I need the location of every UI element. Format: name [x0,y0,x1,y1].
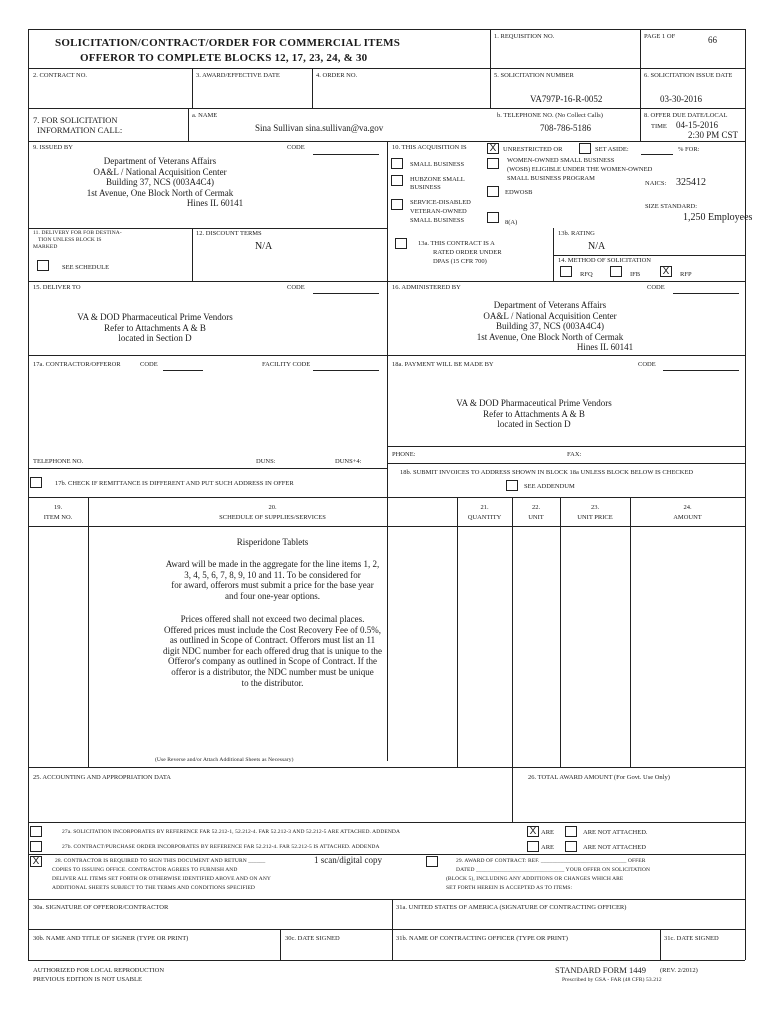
block18a-code-label: CODE [638,361,656,368]
duns4-label: DUNS+4: [335,458,362,465]
rule [630,497,631,767]
rule [28,822,745,823]
rule [28,228,387,229]
col24-number: 24. [683,504,692,511]
payment-line: located in Section D [497,419,571,430]
rule [28,68,745,69]
col21-number: 21. [480,504,489,511]
unrestricted-label: UNRESTRICTED OR [503,146,563,153]
addenda-are-not-checkbox[interactable] [565,826,577,837]
block31b-label: 31b. NAME OF CONTRACTING OFFICER (TYPE OR PRINT) [396,935,568,942]
block16-code-label: CODE [647,284,665,291]
rule [457,497,458,767]
col24-header: AMOUNT [673,514,702,521]
issued-by-line: 1st Avenue, One Block North of Cermak [86,187,234,198]
block3-label: 3. AWARD/EFFECTIVE DATE [196,72,280,79]
rule [188,108,189,141]
schedule-line: for award, offerors must submit a price for the base year [171,580,374,591]
code-underline [673,293,739,294]
rule [192,228,193,281]
reverse-note: (Use Reverse and/or Attach Additional Sheets as Necessary) [155,757,294,763]
ifb-checkbox[interactable] [610,266,622,277]
contact-name[interactable]: Sina Sullivan sina.sullivan@va.gov [255,123,384,133]
rule [28,526,745,527]
rule [490,29,491,108]
page-total: 66 [708,35,717,45]
rule [28,899,745,900]
rfp-label: RFP [680,271,692,278]
wosb-label: WOMEN-OWNED SMALL BUSINESS [507,157,615,164]
rule [280,929,281,960]
rule [28,767,745,768]
form-subtitle: OFFEROR TO COMPLETE BLOCKS 12, 17, 23, 24, & 30 [80,52,368,64]
rfq-label: RFQ [580,271,593,278]
block4-label: 4. ORDER NO. [316,72,358,79]
issued-by-line: OA&L / National Acquisition Center [93,166,227,177]
edwosb-checkbox[interactable] [487,186,499,197]
block2-label: 2. CONTRACT NO. [33,72,88,79]
block28-label: 28. CONTRACTOR IS REQUIRED TO SIGN THIS DOCUMENT AND RETURN ______ [55,858,266,864]
duns-label: DUNS: [256,458,276,465]
schedule-heading: Risperidone Tablets [236,537,309,547]
sdvosb-checkbox[interactable] [391,199,403,210]
naics-value[interactable]: 325412 [676,177,706,188]
rule [387,446,745,447]
return-copies[interactable]: 1 scan/digital copy [314,855,382,865]
col21-header: QUANTITY [467,514,502,521]
rule [553,255,745,256]
see-addendum-label: SEE ADDENDUM [524,483,575,490]
page-label: PAGE 1 OF [644,33,676,40]
code-underline [313,370,379,371]
col23-header: UNIT PRICE [577,514,613,521]
deliver-to-line: Refer to Attachments A & B [104,322,206,333]
schedule-line: to the distributor. [241,677,304,688]
block9-code-label: CODE [287,144,305,151]
col20-header: SCHEDULE OF SUPPLIES/SERVICES [219,514,326,521]
code-underline [663,370,739,371]
eight-a-checkbox[interactable] [487,212,499,223]
issued-by-address [60,156,260,209]
col23-number: 23. [590,504,600,511]
block13a-label: RATED ORDER UNDER [433,249,502,256]
rating-value[interactable]: N/A [588,241,606,252]
block18a-label: 18a. PAYMENT WILL BE MADE BY [392,361,494,368]
form-title: SOLICITATION/CONTRACT/ORDER FOR COMMERCIAL ITEMS [55,37,401,49]
administered-by-line: Building 37, NCS (003A4C4) [495,321,604,332]
addenda-are-not-label: ARE NOT ATTACHED. [583,829,648,836]
schedule-line: Award will be made in the aggregate for the line items 1, 2, [165,559,380,569]
col20-number: 20. [268,504,277,511]
addenda-are-label: ARE [541,829,554,836]
addenda-are-checkbox-b[interactable] [527,841,539,852]
set-aside-checkbox[interactable] [579,143,591,154]
issued-by-line: Building 37, NCS (003A4C4) [105,177,214,188]
sdvosb-label: VETERAN-OWNED [410,208,467,215]
block11-label: MARKED [33,244,58,250]
block13a-label: DPAS (15 CFR 700) [433,258,487,265]
rule [312,68,313,108]
payment-line: VA & DOD Pharmaceutical Prime Vendors [456,398,612,408]
hubzone-label: HUBZONE SMALL [410,176,465,183]
small-business-checkbox[interactable] [391,158,403,169]
block7a-label: a. NAME [192,112,218,119]
schedule-paragraph-prices [100,614,445,688]
fax-label: FAX: [567,451,582,458]
block11-label: TION UNLESS BLOCK IS [38,237,102,243]
deliver-to-line: located in Section D [118,333,192,344]
code-underline [163,370,203,371]
block15-code-label: CODE [287,284,305,291]
schedule-line: Offered prices must include the Cost Recovery Fee of 0.5%, [163,624,382,635]
block17a-label: 17a. CONTRACTOR/OFFEROR [33,361,121,368]
block29-label: DATED _______________________________ YOUR OFFER ON SOLICITATION [456,867,651,873]
rule [28,468,387,469]
rule [28,960,745,961]
block17a-code-label: CODE [140,361,158,368]
standard-form-prescribed: Prescribed by GSA - FAR (48 CFR) 53.212 [562,977,662,983]
payment-address [434,398,634,430]
block15-label: 15. DELIVER TO [33,284,81,291]
deliver-to-address [55,312,255,344]
rfp-checkbox[interactable]: X [660,266,672,277]
rated-order-checkbox[interactable] [395,238,407,249]
set-aside-label: SET ASIDE: [595,146,629,153]
block18b-label: 18b. SUBMIT INVOICES TO ADDRESS SHOWN IN BLOCK 18a UNLESS BLOCK BELOW IS CHECKED [400,469,694,476]
rule [512,497,513,822]
block17b-label: 17b. CHECK IF REMITTANCE IS DIFFERENT AND PUT SUCH ADDRESS IN OFFER [55,480,294,487]
see-schedule-label: SEE SCHEDULE [62,264,110,271]
sdvosb-label: SMALL BUSINESS [410,217,465,224]
col19-number: 19. [53,504,63,511]
block28-label: DELIVER ALL ITEMS SET FORTH OR OTHERWISE IDENTIFIED ABOVE AND ON ANY [52,876,271,882]
block29-checkbox[interactable] [426,856,438,867]
block30a-label: 30a. SIGNATURE OF OFFEROR/CONTRACTOR [33,904,169,911]
schedule-paragraph-award [100,559,445,601]
schedule-line: as outlined in Scope of Contract. Offerors must list an 11 [169,635,376,646]
size-standard-label: SIZE STANDARD: [645,203,698,210]
telephone-label: TELEPHONE NO. [33,458,84,465]
block1-label: 1. REQUISITION NO. [494,33,555,40]
block9-label: 9. ISSUED BY [33,144,73,151]
rule [192,68,193,108]
block29-label: (BLOCK 5), INCLUDING ANY ADDITIONS OR CHANGES WHICH ARE [446,876,624,882]
rule [560,497,561,767]
block28-label: ADDITIONAL SHEETS SUBJECT TO THE TERMS AND CONDITIONS SPECIFIED [52,885,255,891]
pct-underline [641,154,673,155]
offer-due-date[interactable]: 04-15-2016 [676,120,718,130]
block27b-label: 27b. CONTRACT/PURCHASE ORDER INCORPORATES BY REFERENCE FAR 52.212-4. FAR 52.212-5 IS ATTACHED. ADDENDA [62,844,380,850]
rule [28,929,745,930]
administered-by-line: 1st Avenue, One Block North of Cermak [476,331,624,342]
issue-date[interactable]: 03-30-2016 [660,94,702,104]
sdvosb-label: SERVICE-DISABLED [410,199,471,206]
addenda-are-label-b: ARE [541,844,554,851]
code-underline [313,293,379,294]
schedule-line: digit NDC number for each offered drug that is unique to the [162,645,383,656]
col22-number: 22. [531,504,541,511]
ifb-label: IFB [630,271,641,278]
block26-label: 26. TOTAL AWARD AMOUNT (For Govt. Use Only) [528,774,670,781]
wosb-label: (WOSB) ELIGIBLE UNDER THE WOMEN-OWNED [507,166,653,173]
schedule-line: offeror is a distributor, the NDC number must be unique [171,667,374,678]
naics-label: NAICS: [645,180,667,187]
discount-terms[interactable]: N/A [255,241,273,252]
block12-label: 12. DISCOUNT TERMS [196,230,262,237]
block13a-label: 13a. THIS CONTRACT IS A [418,240,495,247]
addenda-are-checkbox[interactable]: X [527,826,539,837]
addenda-are-not-label-b: ARE NOT ATTACHED [583,844,646,851]
phone-label: PHONE: [392,451,416,458]
size-standard-value[interactable]: 1,250 Employees [683,212,753,223]
block7b-label: b. TELEPHONE NO. (No Collect Calls) [497,112,603,119]
rule [28,29,745,30]
block6-label: 6. SOLICITATION ISSUE DATE [644,72,733,79]
block8-time-label: TIME [651,123,667,130]
footer-previous-edition: PREVIOUS EDITION IS NOT USABLE [33,976,142,983]
block29-label: 29. AWARD OF CONTRACT: REF. ______________________________ OFFER [456,858,646,864]
standard-form-revision: (REV. 2/2012) [660,967,698,974]
hubzone-checkbox[interactable] [391,175,403,186]
administered-by-line: Department of Veterans Affairs [493,300,607,310]
rule [387,463,745,464]
deliver-to-line: VA & DOD Pharmaceutical Prime Vendors [77,312,233,322]
hubzone-label: BUSINESS [410,184,441,191]
rule [745,29,746,960]
block13b-label: 13b. RATING [558,230,595,237]
rule [640,29,641,141]
block31a-label: 31a. UNITED STATES OF AMERICA (SIGNATURE OF CONTRACTING OFFICER) [396,904,627,911]
block30c-label: 30c. DATE SIGNED [285,935,340,942]
block5-label: 5. SOLICITATION NUMBER [494,72,574,79]
schedule-line: 3, 4, 5, 6, 7, 8, 9, 10 and 11. To be considered for [184,569,361,580]
pct-for-label: % FOR: [678,146,700,153]
payment-line: Refer to Attachments A & B [483,408,585,419]
block27b-checkbox[interactable] [30,841,42,852]
rule [28,108,745,109]
administered-by-address [450,300,650,353]
block14-label: 14. METHOD OF SOLICITATION [558,257,652,264]
block16-label: 16. ADMINISTERED BY [392,284,461,291]
rule [660,929,661,960]
standard-form-label: STANDARD FORM 1449 [555,965,646,975]
block28-label: COPIES TO ISSUING OFFICE. CONTRACTOR AGREES TO FURNISH AND [52,867,238,873]
administered-by-line: OA&L / National Acquisition Center [483,310,617,321]
block25-label: 25. ACCOUNTING AND APPROPRIATION DATA [33,774,171,781]
rule [28,854,745,855]
solicitation-number[interactable]: VA797P-16-R-0052 [530,94,603,104]
edwosb-label: EDWOSB [505,189,533,196]
block28-checkbox[interactable]: X [30,856,42,867]
block27a-label: 27a. SOLICITATION INCORPORATES BY REFERENCE FAR 52.212-1, 52.212-4. FAR 52.212-3 AND 52.212-5 ARE ATTACHED. ADDENDA [62,829,401,835]
see-addendum-checkbox[interactable] [506,480,518,491]
schedule-line: Offeror's company as outlined in Scope of Contract. If the [168,656,377,667]
block7-label: INFORMATION CALL: [37,125,123,135]
facility-code-label: FACILITY CODE [262,361,311,368]
block30b-label: 30b. NAME AND TITLE OF SIGNER (TYPE OR PRINT) [33,935,189,942]
contact-phone[interactable]: 708-786-5186 [540,123,591,133]
block31c-label: 31c. DATE SIGNED [664,935,719,942]
offer-due-time[interactable]: 2:30 PM CST [688,130,739,140]
block8-label: 8. OFFER DUE DATE/LOCAL [644,112,728,119]
unrestricted-checkbox[interactable]: X [487,143,499,154]
schedule-line: Prices offered shall not exceed two decimal places. [180,614,365,624]
block27a-checkbox[interactable] [30,826,42,837]
block29-label: SET FORTH HEREIN IS ACCEPTED AS TO ITEMS: [446,885,573,891]
remittance-checkbox[interactable] [30,477,42,488]
block10-label: 10. THIS ACQUISITION IS [392,144,467,151]
issued-by-line: Hines IL 60141 [186,198,244,209]
footer-reproduction: AUTHORIZED FOR LOCAL REPRODUCTION [33,967,165,974]
code-underline [313,154,379,155]
eight-a-label: 8(A) [505,219,518,226]
see-schedule-checkbox[interactable] [37,260,49,271]
schedule-line: and four one-year options. [225,590,320,601]
wosb-checkbox[interactable] [487,158,499,169]
small-business-label: SMALL BUSINESS [410,161,465,168]
rule [28,29,29,960]
block7-label: 7. FOR SOLICITATION [33,115,118,125]
administered-by-line: Hines IL 60141 [576,342,634,353]
col19-header: ITEM NO. [43,514,73,521]
rule [392,899,393,960]
issued-by-line: Department of Veterans Affairs [103,156,217,166]
addenda-are-not-checkbox-b[interactable] [565,841,577,852]
col22-header: UNIT [528,514,544,521]
wosb-label: SMALL BUSINESS PROGRAM [507,175,595,182]
block11-label: 11. DELIVERY FOR FOB DESTINA- [33,230,122,236]
rfq-checkbox[interactable] [560,266,572,277]
